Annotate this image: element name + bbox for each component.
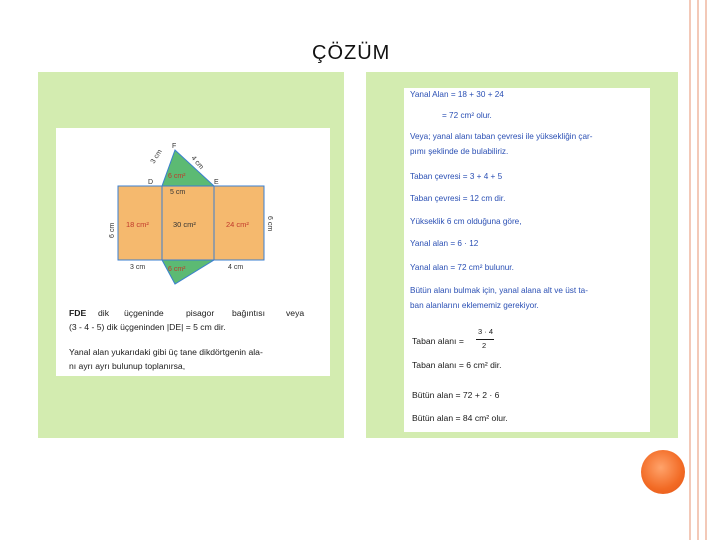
slide-title: ÇÖZÜM (312, 42, 391, 64)
eq-line-15: Bütün alan = 84 cm² olur. (412, 413, 508, 423)
text-bagintisi: bağıntısı (232, 308, 265, 318)
point-e-label: E (214, 179, 219, 186)
top-triangle-area-label: 6 cm² (168, 173, 186, 180)
eq-line-12: Taban alanı = (412, 336, 464, 346)
text-line-2: (3 - 4 - 5) dik üçgeninden |DE| = 5 cm dir. (69, 322, 226, 332)
left-solution-sheet (56, 128, 330, 376)
eq-line-9: Yanal alan = 72 cm² bulunur. (410, 263, 514, 272)
decor-line (697, 0, 699, 540)
eq-line-11: ban alanlarını eklememiz gerekiyor. (410, 301, 539, 310)
eq-line-3: Veya; yanal alanı taban çevresi ile yüksekliğin çar- (410, 132, 593, 141)
fraction-numerator: 3 · 4 (478, 327, 494, 336)
top-triangle (162, 150, 214, 186)
center-rect-area-label: 30 cm² (173, 220, 196, 229)
eq-line-7: Yükseklik 6 cm olduğuna göre, (410, 217, 522, 226)
eq-line-8: Yanal alan = 6 · 12 (410, 239, 479, 248)
eq-line-4: pımı şeklinde de bulabiliriz. (410, 147, 509, 156)
eq-line-6: Taban çevresi = 12 cm dir. (410, 194, 506, 203)
eq-line-2: = 72 cm² olur. (442, 111, 492, 120)
eq-line-5: Taban çevresi = 3 + 4 + 5 (410, 172, 503, 181)
right-height-label: 6 cm (266, 216, 273, 232)
text-pisagor: pisagor (186, 308, 215, 318)
eq-line-10: Bütün alanı bulmak için, yanal alana alt ve üst ta- (410, 286, 588, 295)
text-dik: dik (98, 308, 109, 318)
eq-line-1: Yanal Alan = 18 + 30 + 24 (410, 90, 504, 99)
prism-net-diagram (56, 128, 330, 376)
left-height-label: 6 cm (109, 222, 116, 238)
top-base-label: 5 cm (170, 189, 186, 196)
right-solution-sheet (404, 88, 650, 432)
text-veya: veya (286, 308, 305, 318)
decor-line (705, 0, 707, 540)
top-edge-left-label: 3 cm (149, 148, 164, 166)
text-line-4: nı ayrı ayrı bulunup toplanırsa, (69, 361, 186, 371)
bottom-right-label: 4 cm (228, 264, 244, 271)
point-d-label: D (148, 179, 154, 186)
top-edge-right-label: 4 cm (189, 154, 205, 171)
left-rect-area-label: 18 cm² (126, 220, 149, 229)
bottom-left-label: 3 cm (130, 264, 146, 271)
right-rect-area-label: 24 cm² (226, 220, 249, 229)
text-ucgeninde: üçgeninde (124, 308, 164, 318)
eq-line-13: Taban alanı = 6 cm² dir. (412, 360, 502, 370)
fraction-denominator: 2 (482, 341, 487, 350)
fde-label: FDE (69, 308, 87, 318)
bottom-triangle-area-label: 6 cm² (168, 266, 186, 273)
orange-circle-decor (641, 450, 685, 494)
fraction-bar (476, 339, 494, 340)
text-line-3: Yanal alan yukarıdaki gibi üç tane dikdörtgenin ala- (69, 347, 263, 357)
decor-line (689, 0, 691, 540)
eq-line-14: Bütün alan = 72 + 2 · 6 (412, 390, 500, 400)
point-f-label: F (172, 143, 177, 150)
